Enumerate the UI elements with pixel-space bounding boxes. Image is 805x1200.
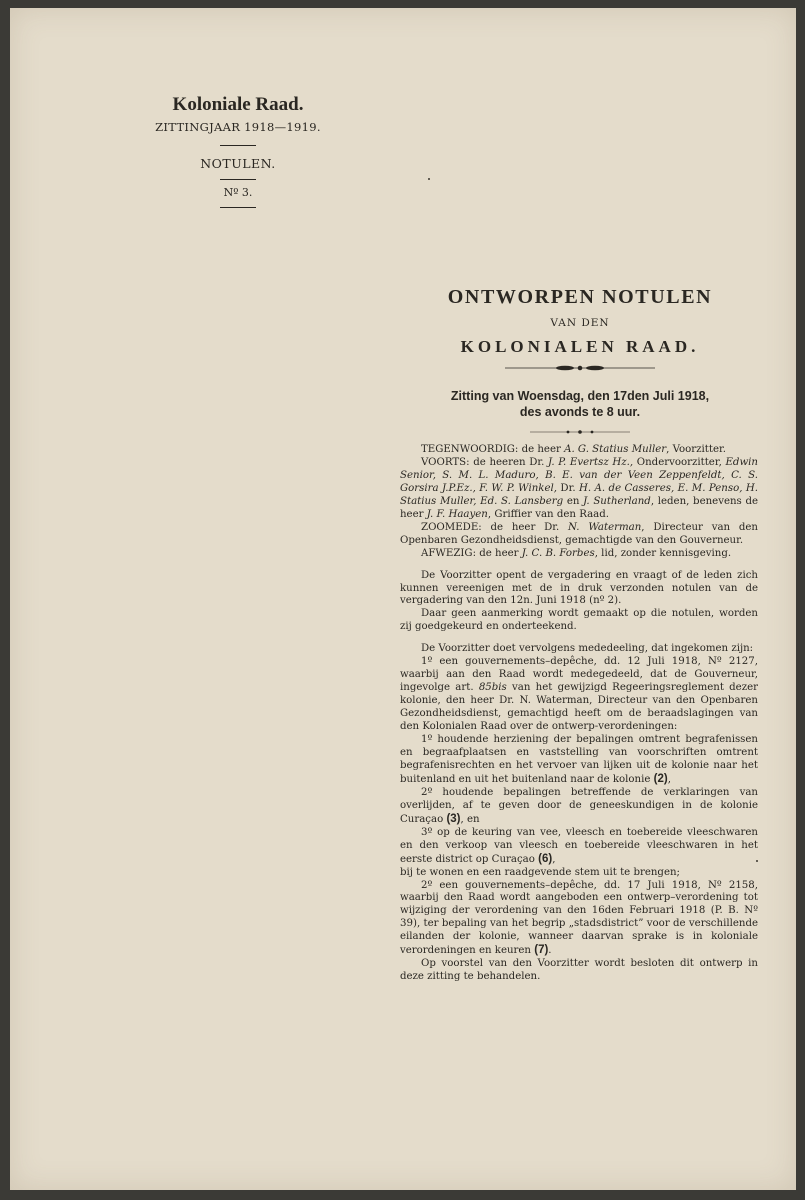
paragraph-approval: Daar geen aanmerking wordt gemaakt op die notulen, worden zij goedgekeurd en onderteekend. <box>400 608 758 633</box>
paragraph-also: VOORTS: de heeren Dr. J. P. Evertsz Hz., Ondervoorzitter, Edwin Senior, S. M. L. Maduro, B. E. van der Veen Zeppenfeldt, C. S. Gorsira J.P.Ez., F. W. P. Winkel, Dr. H. A. de Casseres, E. M. Penso, H. Statius Muller, Ed. S. Lansberg en J. Sutherland, leden, benevens de heer J. F. Haayen, Griffier van den Raad. <box>400 456 758 520</box>
paragraph-subitem-1: 1º houdende herziening der bepalingen omtrent begrafenissen en begraafplaatsen en vaststelling van voorschriften omtrent begrafenisrechten en het vervoer van lijken uit de kolonie naar het buitenland en uit het buitenland naar de kolonie (2), <box>400 734 758 785</box>
divider <box>220 145 256 146</box>
right-header <box>395 286 765 439</box>
paragraph-likewise: ZOOMEDE: de heer Dr. N. Waterman, Directeur van den Openbaren Gezondheidsdienst, gemachtigde van den Gouverneur. <box>400 521 758 546</box>
paragraph-absent: AFWEZIG: de heer J. C. B. Forbes, lid, zonder kennisgeving. <box>421 547 732 559</box>
paragraph-opening: De Voorzitter opent de vergadering en vraagt of de leden zich kunnen vereenigen met de in druk verzonden notulen van de vergadering van den 12n. Juni 1918 (nº 2). <box>400 569 758 607</box>
ornament-rule <box>505 364 655 372</box>
left-header <box>120 94 356 218</box>
divider <box>220 179 256 180</box>
paragraph-item-2: 2º een gouvernements–depêche, dd. 17 Juli 1918, Nº 2158, waarbij den Raad wordt aangeboden een ontwerp–verordening tot wijziging der verordening van den 16den Februari 1918 (P. B. Nº 39), ter bepaling van het begrip „stadsdistrict” voor de verschillende eilanden der kolonie, wanneer daarvan sprake is in koloniale verordeningen en keuren (7). <box>400 879 758 957</box>
minutes-body <box>400 444 758 984</box>
session-info <box>395 388 765 420</box>
ornament-rule-small <box>530 429 630 435</box>
divider <box>220 207 256 208</box>
session-date: Zitting van Woensdag, den 17den Juli 1918, <box>450 389 710 403</box>
paragraph-attend: bij te wonen en een raadgevende stem uit te brengen; <box>400 866 680 878</box>
paragraph-decision: Op voorstel van den Voorzitter wordt besloten dit ontwerp in deze zitting te behandelen. <box>400 958 758 983</box>
session-time: des avonds te 8 uur. <box>519 405 641 419</box>
paragraph-present: TEGENWOORDIG: de heer A. G. Statius Muller, Voorzitter. <box>421 444 726 455</box>
paragraph-subitem-3: 3º op de keuring van vee, vleesch en toebereide vleeschwaren en den verkoop van vleesch en toebereide vleeschwaren in het eerste district op Curaçao (6), <box>400 826 758 865</box>
paper-speck <box>428 178 430 180</box>
document-title: ONTWORPEN NOTULEN <box>447 286 713 308</box>
title-van-den: VAN DEN <box>550 317 610 329</box>
paragraph-announcement: De Voorzitter doet vervolgens mededeeling, dat ingekomen zijn: <box>421 643 754 655</box>
document-number: Nº 3. <box>223 186 253 199</box>
document-page <box>10 8 796 1190</box>
paragraph-subitem-2: 2º houdende bepalingen betreffende de verklaringen van overlijden, af te geven door de geneeskundigen in de kolonie Curaçao (3), en <box>400 786 758 825</box>
notulen-label: NOTULEN. <box>200 156 276 171</box>
session-year: ZITTINGJAAR 1918—1919. <box>155 120 321 134</box>
council-name: Koloniale Raad. <box>172 94 304 115</box>
paragraph-item-1: 1º een gouvernements–depêche, dd. 12 Juli 1918, Nº 2127, waarbij aan den Raad wordt medegedeeld, dat de Gouverneur, ingevolge art. 85bis van het gewijzigd Regeeringsreglement dezer kolonie, den heer Dr. N. Waterman, Directeur van den Openbaren Gezondheidsdienst, gemachtigd heeft om de beraadslagingen van den Kolonialen Raad over de ontwerp-verordeningen: <box>400 656 758 733</box>
title-council: KOLONIALEN RAAD. <box>460 337 700 356</box>
